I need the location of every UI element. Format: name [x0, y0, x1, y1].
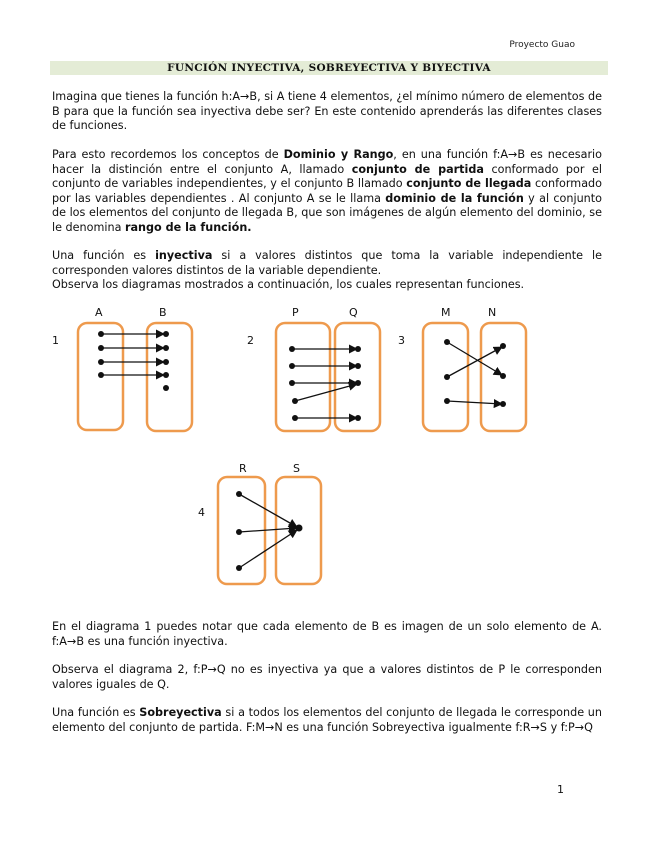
- codomain-set: [335, 323, 380, 431]
- element-dot: [163, 385, 169, 391]
- bold-term: rango de la función.: [124, 220, 252, 234]
- diagram-2-explanation: Observa el diagrama 2, f:P→Q no es inyectiva ya que a valores distintos de P le corresponden valores iguales de Q.: [52, 663, 602, 691]
- surjective-definition: [52, 706, 602, 735]
- text-run: Observa los diagramas mostrados a continuación, los cuales representan funciones.: [52, 278, 525, 291]
- text-run: si a valores distintos que toma la variable independiente le corresponden valores distintos de la variable dependiente.: [52, 249, 602, 277]
- text-run: y al conjunto de los elementos del conjunto de llegada B, que son imágenes de algún elemento del dominio, se le denomina: [52, 191, 602, 234]
- diagram-number: 4: [198, 506, 205, 519]
- text-run: conformado por las variables dependientes . Al conjunto A se le llama: [52, 177, 602, 205]
- diagram-number: 2: [247, 334, 254, 347]
- bold-term: conjunto de partida: [351, 162, 484, 176]
- diagram-4: [198, 462, 321, 584]
- bold-term: Sobreyectiva: [139, 706, 222, 719]
- mapping-arrow: [239, 494, 297, 527]
- diagram-number: 3: [398, 334, 405, 347]
- mapping-arrow: [239, 528, 297, 532]
- diagram-1: [52, 306, 192, 431]
- text-run: si a todos los elementos del conjunto de llegada le corresponde un elemento del conjunto de partida. F:M→N es una función Sobreyectiva igualmente f:R→S y f:P→Q: [52, 706, 602, 734]
- diagram-1-explanation: En el diagrama 1 puedes notar que cada elemento de B es imagen de un solo elemento de A. f:A→B es una función inyectiva.: [52, 620, 602, 648]
- text-run: Una función es: [52, 249, 156, 262]
- mapping-arrow: [447, 347, 502, 377]
- set-label: N: [488, 306, 497, 319]
- bold-term: inyectiva: [155, 249, 213, 262]
- set-label: M: [441, 306, 451, 319]
- intro-paragraph: Imagina que tienes la función h:A→B, si A tiene 4 elementos, ¿el mínimo número de elementos de B para que la función sea inyectiva debe ser? En este contenido aprenderás las diferentes clases de funciones.: [52, 90, 602, 132]
- diagram-number: 1: [52, 334, 59, 347]
- set-label: R: [239, 462, 247, 475]
- bold-term: conjunto de llegada: [406, 177, 532, 190]
- mapping-arrow: [447, 401, 502, 404]
- set-label: Q: [349, 306, 358, 319]
- text-run: , en una función f:A→B es necesario hacer la distinción entre el conjunto A, llamado: [52, 148, 602, 176]
- domain-set: [276, 323, 330, 431]
- set-label: A: [95, 306, 103, 319]
- bold-term: Dominio y Rango: [283, 148, 394, 161]
- diagram-3: [398, 306, 526, 431]
- mapping-arrow: [295, 384, 357, 401]
- codomain-set: [147, 323, 192, 431]
- text-run: Una función es: [52, 706, 140, 719]
- bold-term: dominio de la función: [385, 191, 524, 205]
- set-label: P: [292, 306, 299, 319]
- page-title: FUNCIÓN INYECTIVA, SOBREYECTIVA Y BIYECTIVA: [50, 61, 608, 75]
- mapping-arrow: [239, 530, 297, 568]
- page-number: 1: [557, 783, 564, 796]
- project-header: Proyecto Guao: [509, 40, 575, 50]
- text-run: conformado por el conjunto de variables independientes, y el conjunto B llamado: [52, 162, 602, 190]
- set-label: B: [159, 306, 167, 319]
- set-label: S: [293, 462, 300, 475]
- diagram-2: [247, 306, 380, 431]
- mapping-arrow: [447, 342, 502, 375]
- text-run: Para esto recordemos los conceptos de: [52, 148, 284, 161]
